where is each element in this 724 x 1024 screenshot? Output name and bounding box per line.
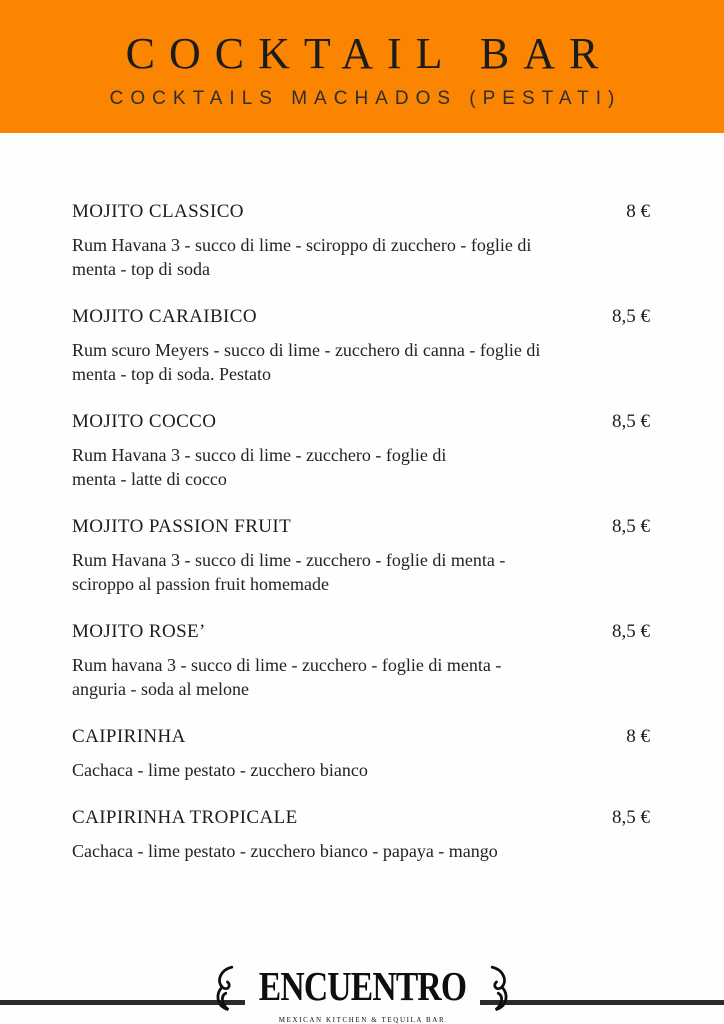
- item-name: MOJITO COCCO: [72, 411, 217, 432]
- description-line: sciroppo al passion fruit homemade: [72, 574, 329, 594]
- item-description: [72, 758, 650, 782]
- header-banner: [0, 0, 724, 133]
- menu-item: [72, 199, 650, 281]
- description-line: anguria - soda al melone: [72, 679, 249, 699]
- flourish-left-icon: [213, 962, 235, 1019]
- brand-logo: [0, 952, 724, 1024]
- brand-logo-row: [213, 952, 512, 1019]
- item-price: 8,5 €: [612, 621, 650, 642]
- item-header: [72, 805, 650, 831]
- description-line: Rum scuro Meyers - succo di lime - zucchero di canna - foglie di: [72, 340, 541, 360]
- item-description: [72, 233, 650, 281]
- item-header: [72, 304, 650, 330]
- flourish-right-icon: [489, 962, 511, 1019]
- menu-list: [0, 133, 724, 863]
- item-description: [72, 548, 650, 596]
- item-price: 8,5 €: [612, 306, 650, 327]
- item-name: MOJITO CARAIBICO: [72, 306, 257, 327]
- menu-item: [72, 805, 650, 863]
- item-description: [72, 839, 650, 863]
- menu-item: [72, 619, 650, 701]
- brand-tagline: MEXICAN KITCHEN & TEQUILA BAR: [278, 1016, 446, 1024]
- item-name: MOJITO CLASSICO: [72, 201, 244, 222]
- item-description: [72, 653, 650, 701]
- description-line: Cachaca - lime pestato - zucchero bianco - papaya - mango: [72, 841, 498, 861]
- item-price: 8 €: [626, 726, 650, 747]
- item-header: [72, 724, 650, 750]
- item-name: CAIPIRINHA: [72, 726, 186, 747]
- item-price: 8,5 €: [612, 807, 650, 828]
- description-line: menta - latte di cocco: [72, 469, 227, 489]
- description-line: menta - top di soda: [72, 259, 210, 279]
- item-description: [72, 338, 650, 386]
- description-line: Rum Havana 3 - succo di lime - zucchero - foglie di menta -: [72, 550, 506, 570]
- page-subtitle: COCKTAILS MACHADOS (PESTATI): [109, 87, 622, 109]
- item-name: CAIPIRINHA TROPICALE: [72, 807, 298, 828]
- item-price: 8,5 €: [612, 411, 650, 432]
- item-price: 8,5 €: [612, 516, 650, 537]
- description-line: Rum Havana 3 - succo di lime - zucchero - foglie di: [72, 445, 447, 465]
- item-header: [72, 199, 650, 225]
- item-name: MOJITO ROSE’: [72, 621, 206, 642]
- description-line: menta - top di soda. Pestato: [72, 364, 271, 384]
- description-line: Cachaca - lime pestato - zucchero bianco: [72, 760, 368, 780]
- menu-item: [72, 409, 650, 491]
- item-header: [72, 514, 650, 540]
- item-header: [72, 409, 650, 435]
- item-price: 8 €: [626, 201, 650, 222]
- item-header: [72, 619, 650, 645]
- menu-item: [72, 724, 650, 782]
- menu-item: [72, 304, 650, 386]
- description-line: Rum Havana 3 - succo di lime - sciroppo di zucchero - foglie di: [72, 235, 532, 255]
- menu-item: [72, 514, 650, 596]
- description-line: Rum havana 3 - succo di lime - zucchero - foglie di menta -: [72, 655, 502, 675]
- item-name: MOJITO PASSION FRUIT: [72, 516, 292, 537]
- brand-logo-text: ENCUENTRO: [258, 962, 466, 1009]
- item-description: [72, 443, 650, 491]
- page-title: COCKTAIL BAR: [125, 28, 613, 78]
